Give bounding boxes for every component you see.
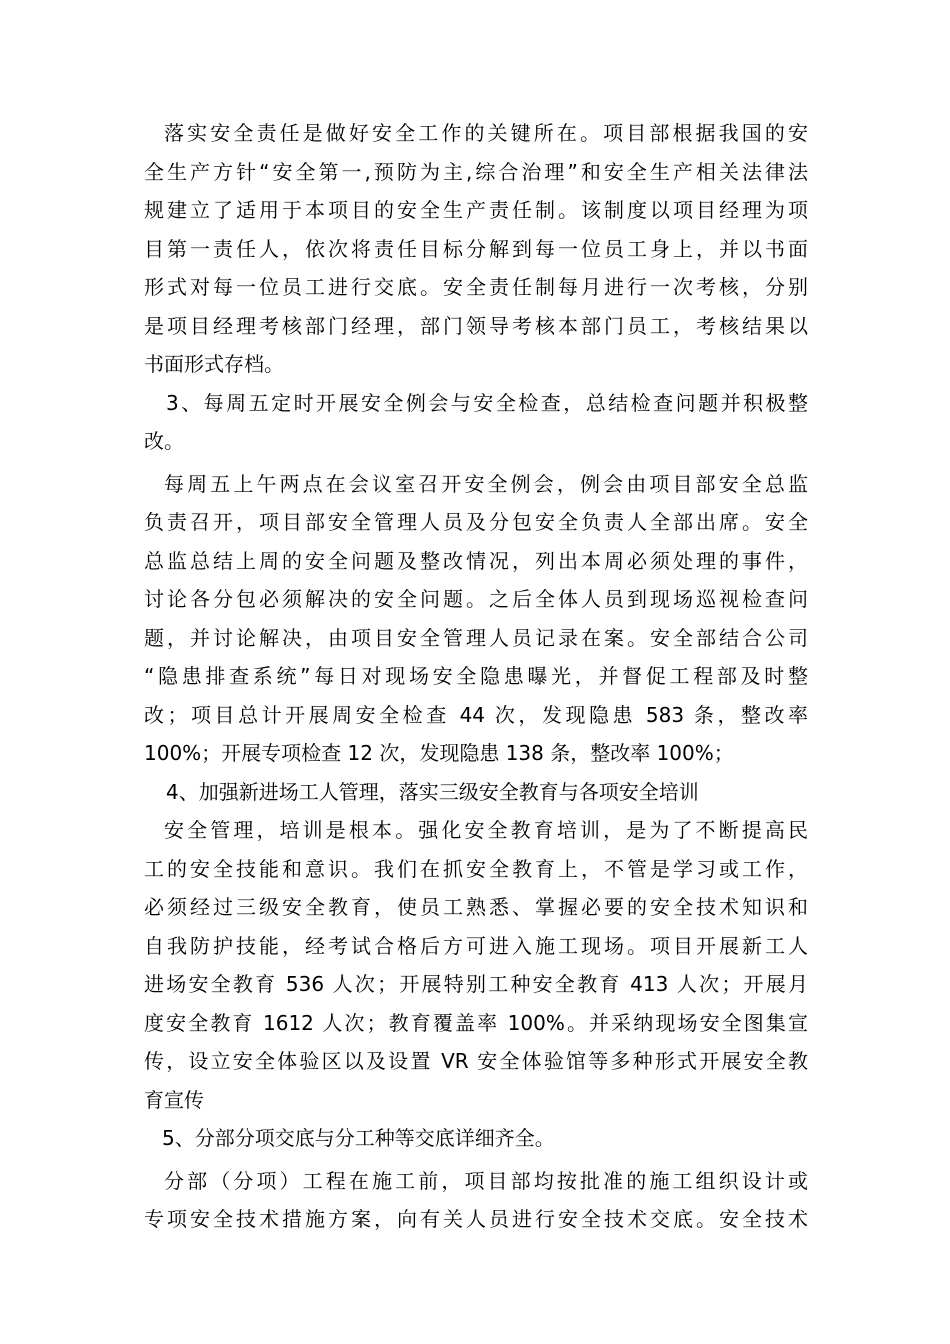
text-line: 分部（分项）工程在施工前，项目部均按批准的施工组织设计或 <box>164 1168 808 1193</box>
text-line: 3、每周五定时开展安全例会与安全检查，总结检查问题并积极整 <box>166 390 808 415</box>
text-line: 5、分部分项交底与分工种等交底详细齐全。 <box>162 1126 555 1150</box>
paragraph-technical-disclosure <box>144 1162 808 1239</box>
text-line: 负责召开，项目部安全管理人员及分包安全负责人全部出席。安全 <box>144 510 808 534</box>
text-line: 进场安全教育 536 人次；开展特别工种安全教育 413 人次；开展月 <box>144 972 808 996</box>
text-line: 自我防护技能，经考试合格后方可进入施工现场。项目开展新工人 <box>144 933 808 958</box>
text-line: 安全管理，培训是根本。强化安全教育培训，是为了不断提高民 <box>164 818 808 842</box>
text-line: 工的安全技能和意识。我们在抓安全教育上，不管是学习或工作， <box>144 856 808 881</box>
text-line: 规建立了适用于本项目的安全生产责任制。该制度以项目经理为项 <box>144 198 808 222</box>
text-line: 题，并讨论解决，由项目安全管理人员记录在案。安全部结合公司 <box>144 625 808 650</box>
heading-weekly-meeting <box>144 384 808 461</box>
text-line: 总监总结上周的安全问题及整改情况，列出本周必须处理的事件， <box>144 548 808 573</box>
text-line: 讨论各分包必须解决的安全问题。之后全体人员到现场巡视检查问 <box>144 587 808 611</box>
text-line: 专项安全技术措施方案，向有关人员进行安全技术交底。安全技术 <box>144 1207 808 1231</box>
text-line: 4、加强新进场工人管理，落实三级安全教育与各项安全培训 <box>166 779 699 804</box>
text-line: 全生产方针“安全第一,预防为主,综合治理”和安全生产相关法律法 <box>144 159 808 184</box>
text-line: 育宣传 <box>144 1087 204 1112</box>
text-line: 传，设立安全体验区以及设置 VR 安全体验馆等多种形式开展安全教 <box>144 1049 808 1073</box>
text-line: 落实安全责任是做好安全工作的关键所在。项目部根据我国的安 <box>164 121 808 145</box>
text-line: 度安全教育 1612 人次；教育覆盖率 100%。并采纳现场安全图集宣 <box>144 1010 808 1035</box>
text-line: 改。 <box>144 429 184 453</box>
text-line: 100%；开展专项检查 12 次，发现隐患 138 条，整改率 100%； <box>144 741 734 765</box>
paragraph-safety-responsibility <box>144 114 808 384</box>
document-body <box>144 114 808 1239</box>
text-line: 目第一责任人，依次将责任目标分解到每一位员工身上，并以书面 <box>144 236 808 261</box>
paragraph-safety-training <box>144 811 808 1119</box>
heading-technical-disclosure <box>144 1119 808 1158</box>
text-line: 形式对每一位员工进行交底。安全责任制每月进行一次考核，分别 <box>144 275 808 299</box>
text-line: 每周五上午两点在会议室召开安全例会，例会由项目部安全总监 <box>164 471 808 496</box>
text-line: 是项目经理考核部门经理，部门领导考核本部门员工，考核结果以 <box>144 313 808 338</box>
text-line: “隐患排查系统”每日对现场安全隐患曝光，并督促工程部及时整 <box>144 664 808 688</box>
text-line: 必须经过三级安全教育，使员工熟悉、掌握必要的安全技术知识和 <box>144 895 808 919</box>
heading-new-worker-management <box>144 773 808 812</box>
paragraph-weekly-meeting <box>144 465 808 773</box>
text-line: 改；项目总计开展周安全检查 44 次，发现隐患 583 条，整改率 <box>144 702 808 727</box>
text-line: 书面形式存档。 <box>144 352 284 376</box>
